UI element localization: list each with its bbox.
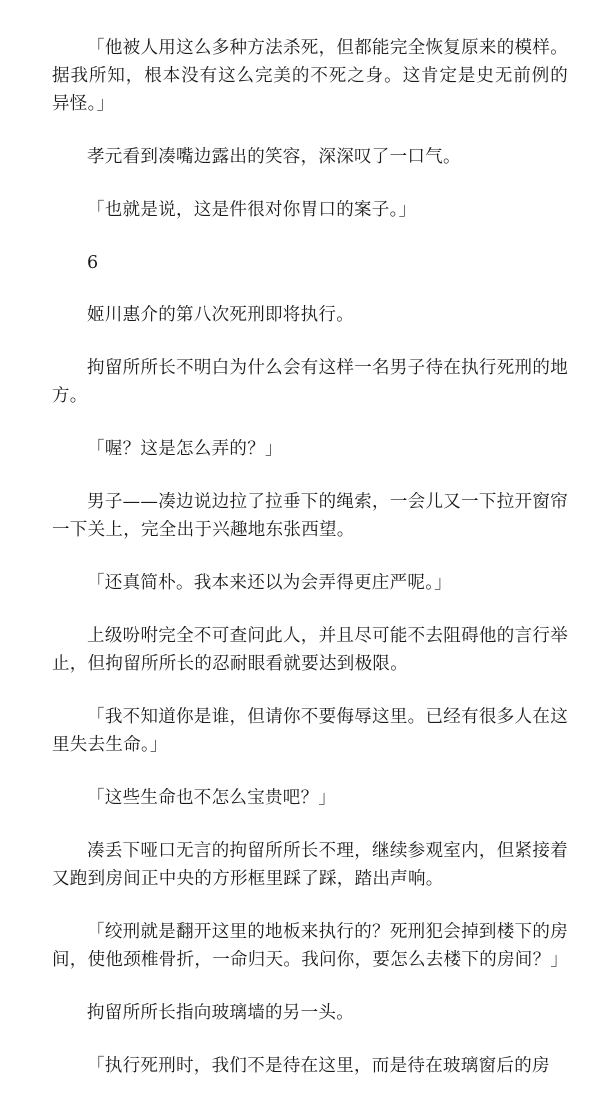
- paragraph-3: 「也就是说，这是件很对你胃口的案子。」: [87, 200, 417, 220]
- book-page: [52, 34, 568, 1105]
- paragraph-16: 「执行死刑时，我们不是待在这里，而是待在玻璃窗后的房: [87, 1056, 550, 1076]
- paragraph-6: 拘留所所长不明白为什么会有这样一名男子待在执行死刑的地方。: [52, 358, 568, 406]
- paragraph-11: 「我不知道你是谁，但请你不要侮辱这里。已经有很多人在这里失去生命。」: [52, 707, 568, 755]
- paragraph-14: 「绞刑就是翻开这里的地板来执行的？死刑犯会掉到楼下的房间，使他颈椎骨折，一命归天。我问你，要怎么去楼下的房间？」: [52, 922, 569, 970]
- paragraph-9: 「还真简朴。我本来还以为会弄得更庄严呢。」: [87, 573, 453, 593]
- paragraph-13: 凑丢下哑口无言的拘留所所长不理，继续参观室内，但紧接着又跑到房间正中央的方形框里踩了踩，踏出声响。: [52, 841, 568, 889]
- paragraph-12: 「这些生命也不怎么宝贵吧？」: [87, 788, 337, 808]
- paragraph-5: 姬川惠介的第八次死刑即将执行。: [87, 305, 354, 325]
- section-number: 6: [87, 253, 99, 273]
- paragraph-7: 「喔？这是怎么弄的？」: [87, 439, 283, 459]
- paragraph-1: 「他被人用这么多种方法杀死，但都能完全恢复原来的模样。据我所知，根本没有这么完美的不死之身。这肯定是史无前例的异怪。」: [52, 38, 568, 114]
- paragraph-8: 男子——凑边说边拉了拉垂下的绳索，一会儿又一下拉开窗帘一下关上，完全出于兴趣地东张西望。: [52, 492, 568, 540]
- paragraph-2: 孝元看到凑嘴边露出的笑容，深深叹了一口气。: [87, 147, 461, 167]
- paragraph-10: 上级吩咐完全不可查问此人，并且尽可能不去阻碍他的言行举止，但拘留所所长的忍耐眼看就要达到极限。: [52, 626, 568, 674]
- paragraph-15: 拘留所所长指向玻璃墙的另一头。: [87, 1003, 354, 1023]
